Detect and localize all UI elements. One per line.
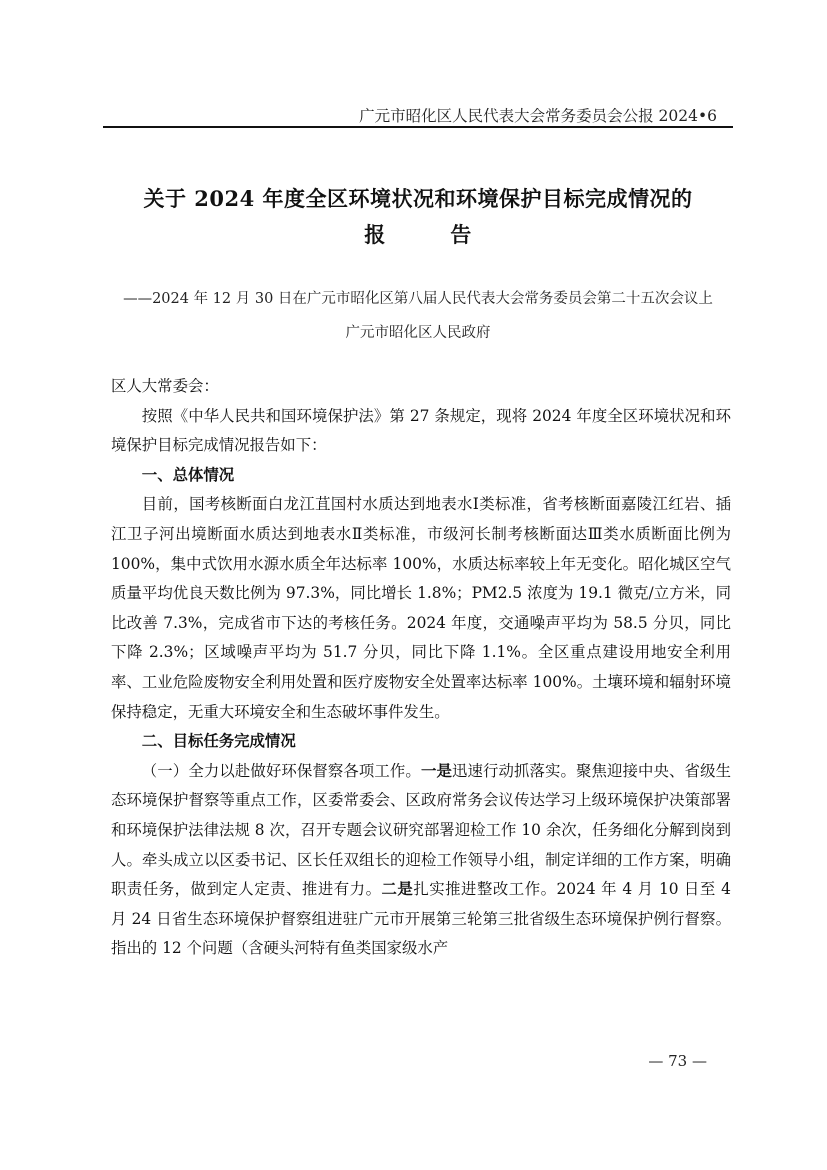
salutation: 区人大常委会： [111, 377, 219, 395]
subsection-heading: （一）全力以赴做好环保督察各项工作。 [141, 761, 421, 780]
meeting-subtitle: ——2024 年 12 月 30 日在广元市昭化区第八届人民代表大会常务委员会第二十五次会议上 [123, 291, 713, 307]
inspection-text-part1: 迅速行动抓落实。聚焦迎接中央、省级生态环境保护督察等重点工作，区委常委会、区政府常务会议传达学习上级环境保护决策部署和环境保护法律法规 8 次，召开专题会议研究部署迎检工作 10 余次，任务细化分解到岗到人。牵头成立以区委书记、区长任双组长的迎检工作领导小组，制定详细的工作方案，明确职责任务，做到定人定责、推进有力。 [111, 761, 731, 899]
section-heading-targets: 二、目标任务完成情况 [141, 732, 296, 751]
intro-paragraph: 按照《中华人民共和国环境保护法》第 27 条规定，现将 2024 年度全区环境状况和环境保护目标完成情况报告如下： [111, 406, 731, 455]
keyword-first: 一是 [420, 761, 452, 780]
inspection-text-part2: 扎实推进整改工作。2024 年 4 月 10 日至 4 月 24 日省生态环境保护督察组进驻广元市开展第三轮第三批省级生态环境保护例行督察。指出的 12 个问题（含硬头河特有鱼类国家级水产 [111, 880, 731, 958]
document-title-line2: 报 告 [364, 222, 472, 247]
document-title-line1: 关于 2024 年度全区环境状况和环境保护目标完成情况的 [143, 186, 693, 211]
overview-paragraph: 目前，国考核断面白龙江苴国村水质达到地表水Ⅰ类标准，省考核断面嘉陵江红岩、插江卫子河出境断面水质达到地表水Ⅱ类标准，市级河长制考核断面达Ⅲ类水质断面比例为 100%，集中式饮用水源水质全年达标率 100%，水质达标率较上年无变化。昭化城区空气质量平均优良天数比例为 97.3%，同比增长 1.8%；PM2.5 浓度为 19.1 微克/立方米，同比改善 7.3%，完成省市下达的考核任务。2024 年度，交通噪声平均为 58.5 分贝，同比下降 2.3%；区域噪声平均为 51.7 分贝，同比下降 1.1%。全区重点建设用地安全利用率、工业危险废物安全利用处置和医疗废物安全处置率达标率 100%。土壤环境和辐射环境保持稳定，无重大环境安全和生态破坏事件发生。 [111, 495, 731, 721]
inspection-paragraph [111, 757, 731, 964]
page-number: — 73 — [648, 1052, 707, 1070]
section-heading-overview: 一、总体情况 [141, 465, 235, 484]
document-body [111, 372, 731, 964]
issuing-authority: 广元市昭化区人民政府 [345, 325, 491, 341]
bulletin-header-title: 广元市昭化区人民代表大会常务委员会公报 2024•6 [359, 107, 717, 125]
header-rule [103, 126, 733, 128]
keyword-second: 二是 [381, 880, 414, 899]
